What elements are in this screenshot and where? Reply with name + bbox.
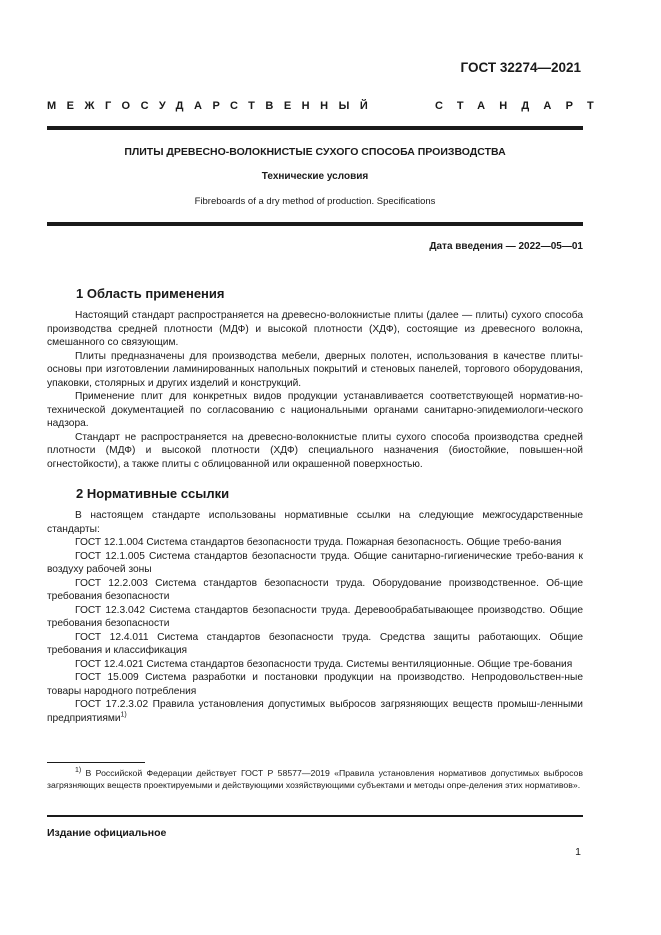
reference-item bbox=[47, 698, 583, 725]
footnote-text: В Российской Федерации действует ГОСТ Р 58577—2019 «Правила установления нормативов допустимых выбросов загрязняющих веществ проектируемыми и действующими хозяйствующими субъектами и методы опре-деления этих нормативов». bbox=[47, 768, 583, 790]
reference-item: ГОСТ 12.2.003 Система стандартов безопасности труда. Оборудование производственное. Об-щие требования безопасности bbox=[47, 577, 583, 602]
top-divider bbox=[47, 126, 583, 130]
footer-divider bbox=[47, 815, 583, 817]
paragraph: В настоящем стандарте использованы нормативные ссылки на следующие межгосударственные стандарты: bbox=[47, 510, 583, 535]
standard-word: СТАНДАРТ bbox=[435, 100, 608, 112]
interstate-word: МЕЖГОСУДАРСТВЕННЫЙ bbox=[47, 100, 379, 112]
paragraph: Настоящий стандарт распространяется на древесно-волокнистые плиты (далее — плиты) сухого способа производства средней плотности (МДФ) и высокой плотности (ХДФ), состоящие из древесного волокна, смешанного со связующим. bbox=[47, 310, 583, 348]
introduction-date: Дата введения — 2022—05—01 bbox=[429, 241, 583, 252]
document-title: ПЛИТЫ ДРЕВЕСНО-ВОЛОКНИСТЫЕ СУХОГО СПОСОБА ПРОИЗВОДСТВА bbox=[124, 146, 506, 158]
paragraph: Плиты предназначены для производства мебели, дверных полотен, использования в качестве плиты-основы при изготовлении ламинированных напольных покрытий и стеновых панелей, торгового оборудования, упаковки, столярных и других изделий и конструкций. bbox=[47, 350, 583, 389]
footnote-separator bbox=[47, 762, 145, 763]
footnote bbox=[47, 768, 583, 791]
page-number: 1 bbox=[575, 846, 581, 858]
paragraph: Стандарт не распространяется на древесно-волокнистые плиты сухого способа производства средней плотности (МДФ) и высокой плотности (ХДФ) специального назначения (биостойкие, повышен-ной огнестойкости), а также плиты с облицованной или окрашенной поверхностью. bbox=[47, 431, 583, 470]
document-subtitle: Технические условия bbox=[261, 171, 369, 182]
interstate-standard-label bbox=[47, 100, 608, 112]
section-2-body bbox=[47, 509, 583, 725]
document-code: ГОСТ 32274—2021 bbox=[460, 60, 581, 75]
footnote-number: 1) bbox=[75, 767, 82, 775]
reference-item: ГОСТ 12.3.042 Система стандартов безопасности труда. Деревообрабатывающее производство. Общие требования безопасности bbox=[47, 604, 583, 629]
title-divider bbox=[47, 222, 583, 226]
reference-text: ГОСТ 17.2.3.02 Правила установления допустимых выбросов загрязняющих веществ промыш-ленными предприятиями bbox=[47, 699, 583, 724]
paragraph: Применение плит для конкретных видов продукции устанавливается соответствующей норматив-но-технической документацией по согласованию с национальными органами санитарно-эпидемиологи-ческого надзора. bbox=[47, 391, 583, 429]
official-edition-label: Издание официальное bbox=[47, 827, 167, 839]
section-1-heading: 1 Область применения bbox=[76, 286, 225, 301]
footnote-marker: 1) bbox=[120, 711, 127, 719]
english-title: Fibreboards of a dry method of production. Specifications bbox=[194, 196, 436, 207]
reference-item: ГОСТ 12.4.011 Система стандартов безопасности труда. Средства защиты работающих. Общие требования и классификация bbox=[47, 631, 583, 656]
reference-item: ГОСТ 12.4.021 Система стандартов безопасности труда. Системы вентиляционные. Общие тре-бования bbox=[75, 658, 573, 670]
section-2-heading: 2 Нормативные ссылки bbox=[76, 486, 230, 501]
section-1-body bbox=[47, 309, 583, 471]
reference-item: ГОСТ 12.1.005 Система стандартов безопасности труда. Общие санитарно-гигиенические требо-вания к воздуху рабочей зоны bbox=[47, 550, 583, 575]
reference-item: ГОСТ 12.1.004 Система стандартов безопасности труда. Пожарная безопасность. Общие требо-вания bbox=[75, 537, 562, 548]
reference-item: ГОСТ 15.009 Система разработки и постановки продукции на производство. Непродовольствен-ные товары народного потребления bbox=[47, 672, 583, 697]
